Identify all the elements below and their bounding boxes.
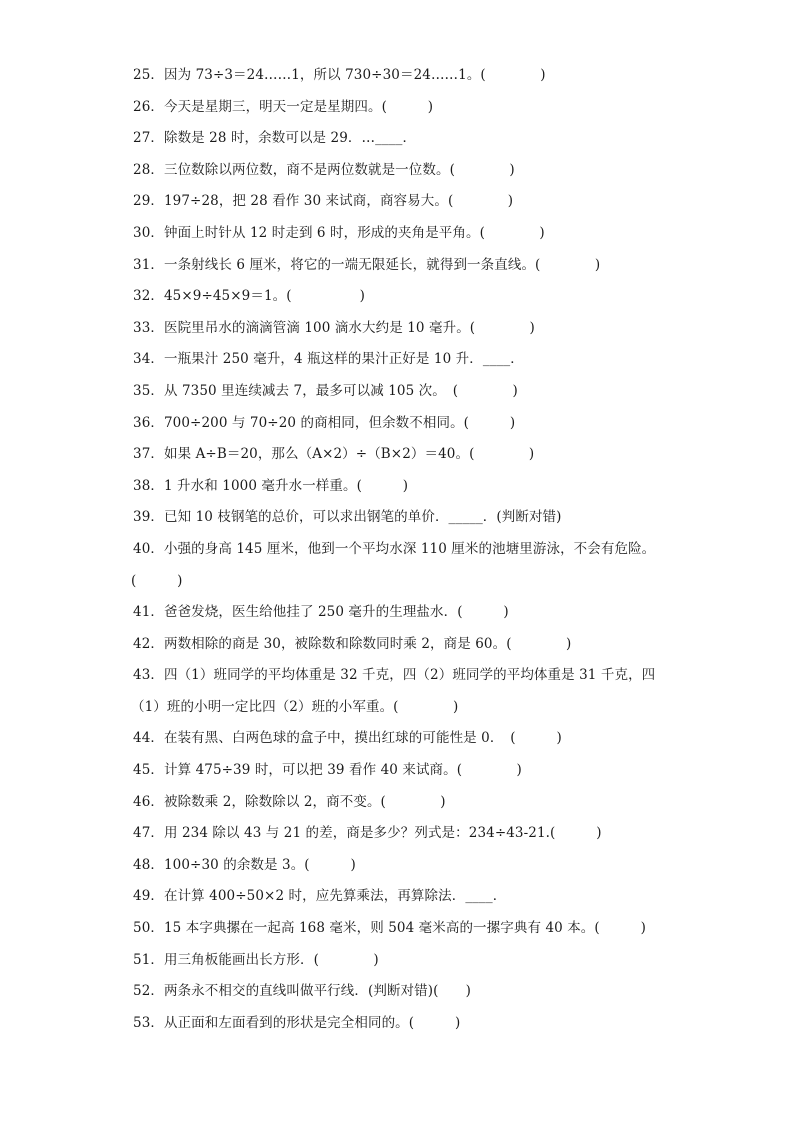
question-text: 37．如果 A÷B＝20，那么（A×2）÷（B×2）＝40。( ) [133, 446, 535, 463]
question-text: 47．用 234 除以 43 与 21 的差，商是多少？列式是：234÷43-21.( ) [133, 825, 602, 842]
question-43 [0, 660, 794, 692]
question-text: 32．45×9÷45×9＝1。( ) [133, 288, 365, 305]
question-37 [0, 439, 794, 471]
question-text: （1）班的小明一定比四（2）班的小军重。( ) [131, 698, 459, 715]
question-text: 48．100÷30 的余数是 3。( ) [133, 856, 356, 873]
question-text: 34．一瓶果汁 250 毫升，4 瓶这样的果汁正好是 10 升．____． [133, 351, 524, 368]
question-text: 28．三位数除以两位数，商不是两位数就是一位数。( ) [133, 161, 515, 178]
question-text: 43．四（1）班同学的平均体重是 32 千克，四（2）班同学的平均体重是 31 千克，四 [133, 667, 656, 684]
question-text: 31．一条射线长 6 厘米，将它的一端无限延长，就得到一条直线。( ) [133, 256, 601, 273]
question-31 [0, 250, 794, 282]
question-text: 51．用三角板能画出长方形．( ) [133, 951, 379, 968]
question-27 [0, 123, 794, 155]
question-40 [0, 534, 794, 566]
question-32 [0, 281, 794, 313]
question-33 [0, 313, 794, 345]
question-35 [0, 376, 794, 408]
question-text: 39．已知 10 枝钢笔的总价，可以求出钢笔的单价．_____．(判断对错) [133, 509, 562, 526]
question-text: 30．钟面上时针从 12 时走到 6 时，形成的夹角是平角。( ) [133, 224, 545, 241]
question-52 [0, 976, 794, 1008]
question-45 [0, 755, 794, 787]
question-44 [0, 723, 794, 755]
question-42 [0, 629, 794, 661]
question-text: 35．从 7350 里连续减去 7，最多可以减 105 次。 ( ) [133, 382, 518, 399]
question-49 [0, 881, 794, 913]
question-51 [0, 945, 794, 977]
question-25 [0, 60, 794, 92]
question-46 [0, 787, 794, 819]
question-text: 33．医院里吊水的滴滴管滴 100 滴水大约是 10 毫升。( ) [133, 319, 535, 336]
question-text: 41．爸爸发烧，医生给他挂了 250 毫升的生理盐水．( ) [133, 604, 509, 621]
question-26 [0, 92, 794, 124]
question-50 [0, 913, 794, 945]
question-38 [0, 471, 794, 503]
question-text: ( ) [131, 572, 183, 589]
question-text: 42．两数相除的商是 30，被除数和除数同时乘 2，商是 60。( ) [133, 635, 572, 652]
question-29 [0, 186, 794, 218]
question-list [0, 60, 794, 1039]
question-text: 52．两条永不相交的直线叫做平行线．(判断对错)( ) [133, 983, 472, 1000]
question-text: 49．在计算 400÷50×2 时，应先算乘法，再算除法．____． [133, 888, 507, 905]
question-40-continued [0, 566, 794, 598]
question-text: 29．197÷28，把 28 看作 30 来试商，商容易大。( ) [133, 193, 514, 210]
question-53 [0, 1008, 794, 1040]
question-text: 27．除数是 28 时，余数可以是 29．…____． [133, 130, 417, 147]
question-text: 25．因为 73÷3＝24……1，所以 730÷30＝24……1。( ) [133, 67, 546, 83]
question-text: 26．今天是星期三，明天一定是星期四。( ) [133, 98, 434, 115]
question-41 [0, 597, 794, 629]
question-text: 50．15 本字典摞在一起高 168 毫米，则 504 毫米高的一摞字典有 40 本。( ) [133, 920, 646, 937]
question-text: 38．1 升水和 1000 毫升水一样重。( ) [133, 477, 409, 494]
question-text: 46．被除数乘 2，除数除以 2，商不变。( ) [133, 793, 446, 810]
question-36 [0, 408, 794, 440]
question-43-continued [0, 692, 794, 724]
question-text: 36．700÷200 与 70÷20 的商相同，但余数不相同。( ) [133, 414, 516, 431]
question-text: 44．在装有黑、白两色球的盒子中，摸出红球的可能性是 0． ( ) [133, 730, 562, 747]
question-28 [0, 155, 794, 187]
question-47 [0, 818, 794, 850]
question-text: 45．计算 475÷39 时，可以把 39 看作 40 来试商。( ) [133, 762, 522, 779]
question-39 [0, 502, 794, 534]
question-text: 40．小强的身高 145 厘米，他到一个平均水深 110 厘米的池塘里游泳，不会有危险。 [133, 540, 656, 557]
question-30 [0, 218, 794, 250]
question-34 [0, 344, 794, 376]
question-48 [0, 850, 794, 882]
question-text: 53．从正面和左面看到的形状是完全相同的。( ) [133, 1014, 461, 1031]
